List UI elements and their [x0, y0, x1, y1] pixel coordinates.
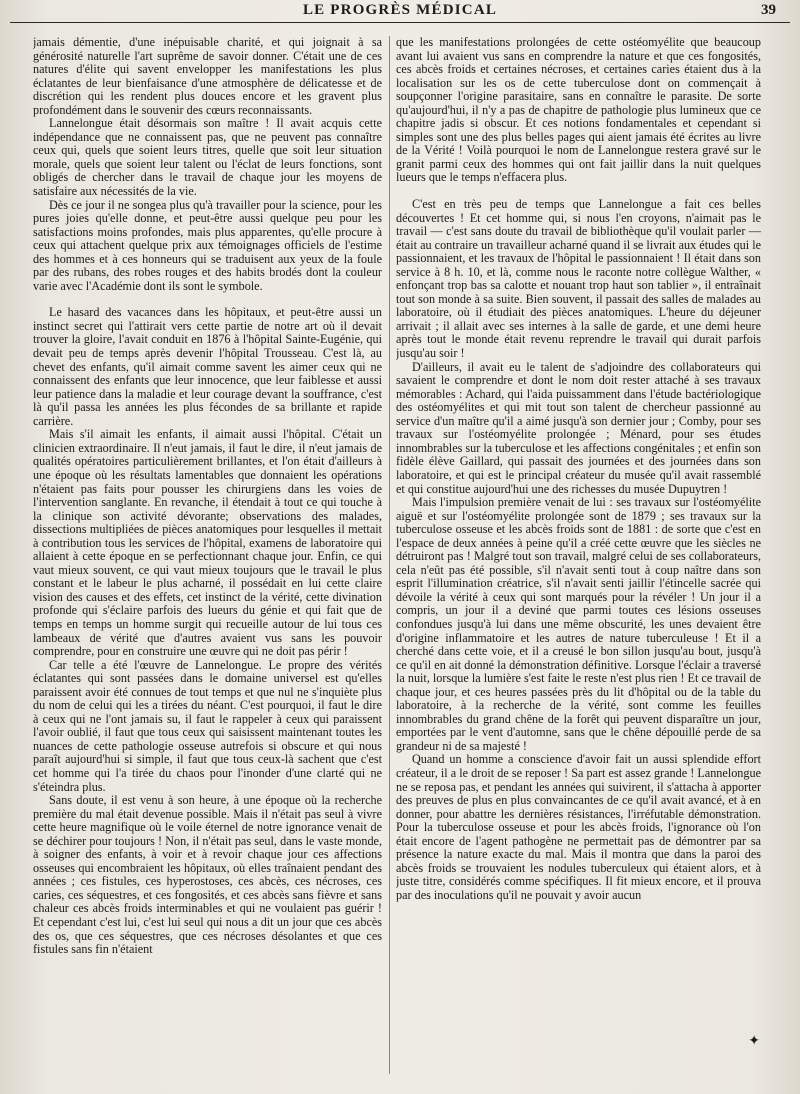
paragraph: jamais démentie, d'une inépuisable charité, et qui joignait à sa générosité naturelle l'art suprême de savoir donner. C'était une de ces natures d'élite qui savent envelopper les manifestations les plus éclatantes de leur bienfaisance d'une atmosphère de délicatesse et de discrétion qui les rendent plus douces encore et les gravent plus profondément dans le souvenir des cœurs reconnaissants. — [33, 36, 382, 117]
paragraph: que les manifestations prolongées de cette ostéomyélite que beaucoup avant lui avaient vus sans en comprendre la nature et que ces fongosités, ces abcès froids et certaines nécroses, et certaines caries étaient dus à la localisation sur les os de cette tuberculose dont on commençait à soupçonner l'origine parasitaire, sans en connaître le parasite. De sorte qu'aujourd'hui, il n'y a pas de chapitre de pathologie plus lumineux que ce chapitre jadis si obscur. Et ces notions fondamentales et cependant si simples sont une des plus belles pages qui aient jamais été écrites au livre de la Vérité ! Voilà pourquoi le nom de Lannelongue restera gravé sur le granit parmi ceux des hommes qui ont fait jaillir dans la nuit quelques lueurs que le temps n'effacera plus. — [396, 36, 761, 185]
column-divider — [389, 36, 390, 1074]
paragraph: Quand un homme a conscience d'avoir fait un aussi splendide effort créateur, il a le droit de se reposer ! Sa part est assez grande ! Lannelongue ne se reposa pas, et pendant les années qui suivirent, il s'attacha à apporter des preuves de plus en plus convaincantes de ce qu'il avait avancé, et à en donner, pour abattre les dernières résistances, l'irréfutable démonstration. Pour la tuberculose osseuse et pour les abcès froids, l'ignorance où l'on était encore de l'agent pathogène ne permettait pas de démontrer par sa présence la nature exacte du mal. Mais il montra que dans la paroi des abcès froids se trouvaient les nodules tuberculeux qui étaient alors, et à juste titre, considérés comme spécifiques. Il fit mieux encore, et il prouva par des inoculations qu'il ne pouvait y avoir aucun — [396, 752, 761, 902]
continuation-mark: ✦ — [748, 1034, 760, 1049]
paragraph: Dès ce jour il ne songea plus qu'à travailler pour la science, pour les pures joies qu'elle donne, et peut-être aussi quelque peu pour les satisfactions moins profondes, mais plus apparentes, qu'elle procure à ceux qui attachent quelque prix aux témoignages officiels de l'estime des hommes et à ces honneurs qui se traduisent aux yeux de la foule par des rubans, des robes rouges et des habits brodés dont la couleur varie avec l'Académie dont ils sont le symbole. — [33, 197, 382, 293]
paragraph: D'ailleurs, il avait eu le talent de s'adjoindre des collaborateurs qui savaient le comprendre et dont le nom doit rester attaché à ses travaux mémorables : Achard, qui l'aida puissamment dans l'étude bactériologique des ostéomyélites et qui mit tout son talent de chercheur passionné au service d'un maître qu'il a aimé jusqu'à son dernier jour ; Comby, pour ses travaux sur l'ostéomyélite prolongée ; Ménard, pour ses études innombrables sur la tuberculose et les affections congénitales ; et enfin son fidèle élève Gaillard, qui passait des journées et des journées dans son laboratoire, et qui est le principal créateur du musée qu'il avait rassemblé et qui constitue aujourd'hui une des richesses du musée Dupuytren ! — [396, 359, 761, 496]
right-column — [396, 36, 761, 1078]
paragraph: Lannelongue était désormais son maître ! Il avait acquis cette indépendance que ne connaissent pas, que ne peuvent pas connaître ceux qui, quels que soient leurs titres, quelle que soit leur situation morale, quels que soient leur talent ou l'éclat de leurs fonctions, sont obligés de chercher dans le travail de chaque jour les moyens de satisfaire aux nécessités de la vie. — [33, 116, 382, 199]
page-number: 39 — [761, 2, 776, 18]
running-head: LE PROGRÈS MÉDICAL — [302, 2, 498, 18]
paragraph: Mais s'il aimait les enfants, il aimait aussi l'hôpital. C'était un clinicien extraordinaire. Il n'eut jamais, il faut le dire, il n'eut jamais de qualités opératoires particulièrement brillantes, et l'on était d'ailleurs à une époque où les résultats lamentables que donnaient les opérations n'étaient pas faits pour pousser les chirurgiens dans les voies de l'intervention sanglante. En revanche, il étendait à tout ce qui touche à la clinique son activité dévorante; observations des malades, dissections multipliées de pièces anatomiques pour lesquelles il mettait à contribution tous les services de l'hôpital, examens de laboratoire qui allaient à cette époque en se perfectionnant chaque jour. Enfin, ce qui vaut mieux souvent, ce qui vaut mieux toujours que le travail le plus constant et le labeur le plus acharné, il possédait en lui cette claire vision des causes et des effets, cet instinct de la vérité, cette divination profonde qui s'éclaire parfois des lueurs du génie et qui fait que de temps en temps un homme surgit qui recueille autour de lui tous ces lambeaux de vérité que d'autres avaient vus sans les pouvoir comprendre, pour en construire une œuvre qui ne doit pas périr ! — [33, 427, 382, 659]
paragraph: Le hasard des vacances dans les hôpitaux, et peut-être aussi un instinct secret qui l'attirait vers cette partie de notre art où il devait trouver la gloire, l'avait conduit en 1876 à l'hôpital Sainte-Eugénie, qui devait peu de temps après devenir l'hôpital Trousseau. C'est là, au chevet des enfants, qu'il aimait comme savent les aimer ceux qui ne connaissent des enfants que leur innocence, que leur faiblesse et aussi leur patience dans la maladie et leur courage devant la souffrance, c'est là qu'il passa les années les plus fécondes de sa brillante et rapide carrière. — [33, 305, 382, 428]
paragraph: C'est en très peu de temps que Lannelongue a fait ces belles découvertes ! Et cet homme qui, si nous l'en croyons, n'aimait pas le travail — c'est sans doute du travail de bibliothèque qu'il voulait parler — était au contraire un travailleur acharné quand il se livrait aux études qui le passionnaient, et les travaux de l'hôpital le passionnaient ! Il était dans son service à 8 h. 10, et là, comme nous le raconte notre collègue Walther, « enfonçant trop bas sa calotte et nouant trop haut son tablier », il entraînait tout son monde à sa suite. Bien souvent, il passait des salles de malades au laboratoire, où il étudiait des pièces anatomiques. L'heure du déjeuner arrivait ; il allait avec ses internes à la salle de garde, et une demi heure après tout le monde était revenu reprendre le travail qui durait parfois jusqu'au soir ! — [396, 197, 761, 361]
paragraph: Mais l'impulsion première venait de lui : ses travaux sur l'ostéomyélite aiguë et sur l'ostéomyélite prolongée sont de 1879 ; ses travaux sur la tuberculose osseuse et les abcès froids sont de 1881 : de sorte que c'est en l'espace de deux années à peine qu'il a créé cette œuvre que les siècles ne détruiront pas ! Malgré tout son travail, malgré celui de ses collaborateurs, cela n'eût pas été possible, s'il n'avait senti tout à coup naître dans son esprit l'illumination créatrice, s'il n'avait senti jaillir l'étincelle sacrée qui dévoile la vérité à ceux qui sont marqués pour la révéler ! Un jour il a compris, un jour il a deviné que parmi toutes ces lésions osseuses confondues jusqu'à lui dans une même obscurité, les unes devaient être d'origine inflammatoire et les autres de nature tuberculeuse ! Et il a cherché dans cette voie, et il a creusé le bon sillon jusqu'au bout, jusqu'à ce qu'il en ait donné la démonstration définitive. Lorsque l'éclair a traversé la nuit, lorsque la lumière s'est faite le reste n'est plus rien ! Et ce travail de chaque jour, et ces heures passées près du lit d'hôpital ou de la table du laboratoire, à la recherche de la vérité, sont comme les feuilles innombrables du grand chêne de la forêt qui peuvent disparaître un jour, emportées par le vent d'automne, sans que le chêne dépouillé perde de sa grandeur ni de sa majesté ! — [396, 495, 761, 753]
page-header — [10, 2, 790, 23]
paragraph: Car telle a été l'œuvre de Lannelongue. Le propre des vérités éclatantes qui sont passées dans le domaine universel est qu'elles paraissent avoir été connues de tout temps et que nul ne s'inquiète plus du nom de celui qui les a tirées du néant. C'est pourquoi, il faut le dire à ceux qui ne l'ont jamais su, il faut le rappeler à ceux qui paraissent l'avoir oublié, il faut que tous ceux qui saisissent maintenant toutes les nuances de cette pathologie osseuse autrefois si obscure et qui nous paraît aujourd'hui si simple, il faut que tous ceux-là sachent que c'est cet homme qui l'a tirée du chaos pour l'inonder d'une clarté qui ne s'éteindra plus. — [33, 657, 382, 794]
paragraph: Sans doute, il est venu à son heure, à une époque où la recherche première du mal était devenue possible. Mais il n'était pas seul à vivre cette heure magnifique où le voile éternel de notre ignorance venait de se déchirer pour toujours ! Non, il n'était pas seul, dans le vaste monde, à soigner des enfants, à voir et à revoir chaque jour ces affections osseuses qui encombraient les hôpitaux, où elles traînaient pendant des années ; ces fistules, ces hyperostoses, ces abcès, ces nécroses, ces caries, ces séquestres, et ces fongosités, et ces abcès sans fièvre et sans chaleur ces abcès froids interminables et qui ne voulaient pas guérir ! Et cependant c'est lui, c'est lui seul qui nous a dit un jour que ces abcès des os, que ces séquestres, que ces nécroses désolantes et que ces fistules sans fin n'étaient — [33, 793, 382, 957]
left-column — [33, 36, 382, 1078]
